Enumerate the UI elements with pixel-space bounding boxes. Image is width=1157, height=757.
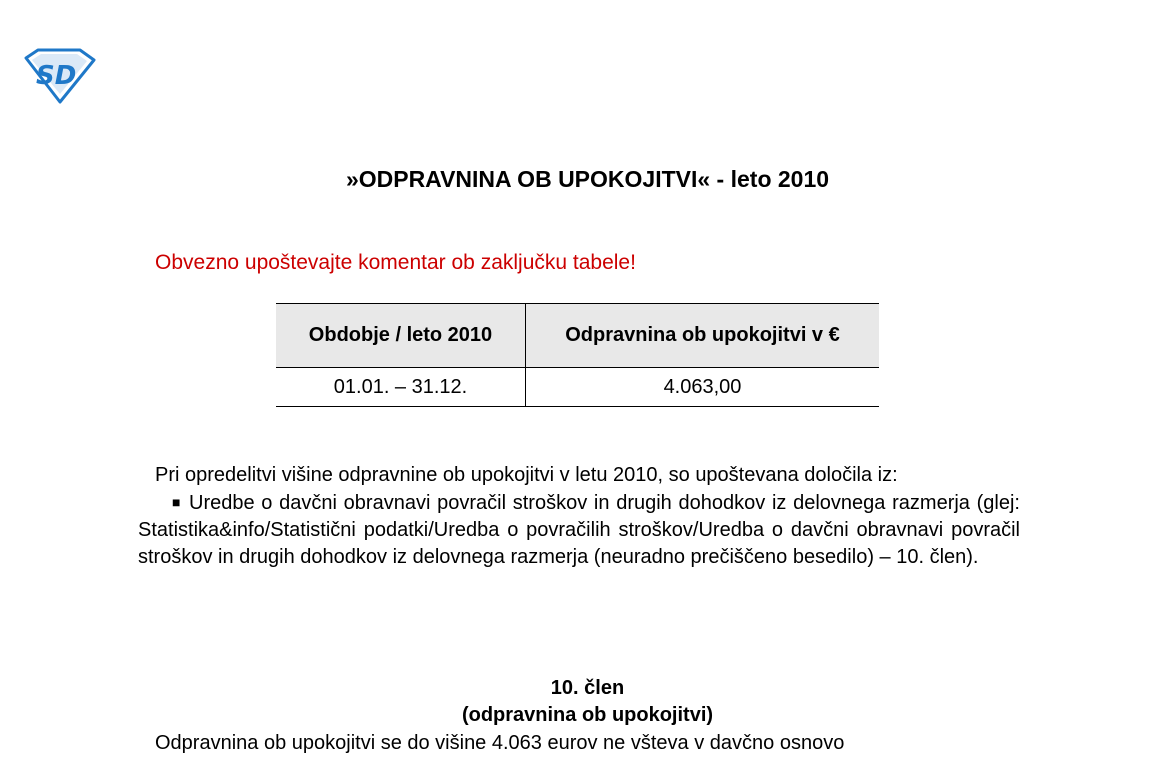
bullet-item — [138, 489, 1020, 571]
document-title: »ODPRAVNINA OB UPOKOJITVI« - leto 2010 — [345, 166, 830, 192]
table-row — [276, 368, 879, 407]
article-title: (odpravnina ob upokojitvi) — [461, 704, 714, 726]
cell-amount: 4.063,00 — [526, 368, 880, 407]
severance-table — [276, 303, 879, 407]
header-period: Obdobje / leto 2010 — [276, 304, 526, 368]
logo-monogram: SD — [36, 61, 77, 91]
bullet-text: Uredbe o davčni obravnavi povračil stroškov in drugih dohodkov iz delovnega razmerja (glej: Statistika&info/Statistični podatki/Uredba o povračilih stroškov/Uredba o davčni obravnavi povračil stroškov in drugih dohodkov iz delovnega razmerja (neuradno prečiščeno besedilo) – 10. člen). — [138, 492, 1020, 568]
article-text: Odpravnina ob upokojitvi se do višine 4.063 eurov ne všteva v davčno osnovo — [155, 732, 845, 754]
article-number: 10. člen — [550, 677, 625, 699]
table-header-row — [276, 304, 879, 368]
intro-paragraph: Pri opredelitvi višine odpravnine ob upokojitvi v letu 2010, so upoštevana določila iz: — [155, 464, 898, 486]
company-logo — [22, 48, 96, 104]
explanation-block — [138, 462, 1020, 571]
header-amount: Odpravnina ob upokojitvi v € — [526, 304, 880, 368]
warning-note: Obvezno upoštevajte komentar ob zaključku tabele! — [155, 251, 636, 274]
cell-period: 01.01. – 31.12. — [276, 368, 526, 407]
square-bullet-icon: ■ — [172, 494, 181, 510]
